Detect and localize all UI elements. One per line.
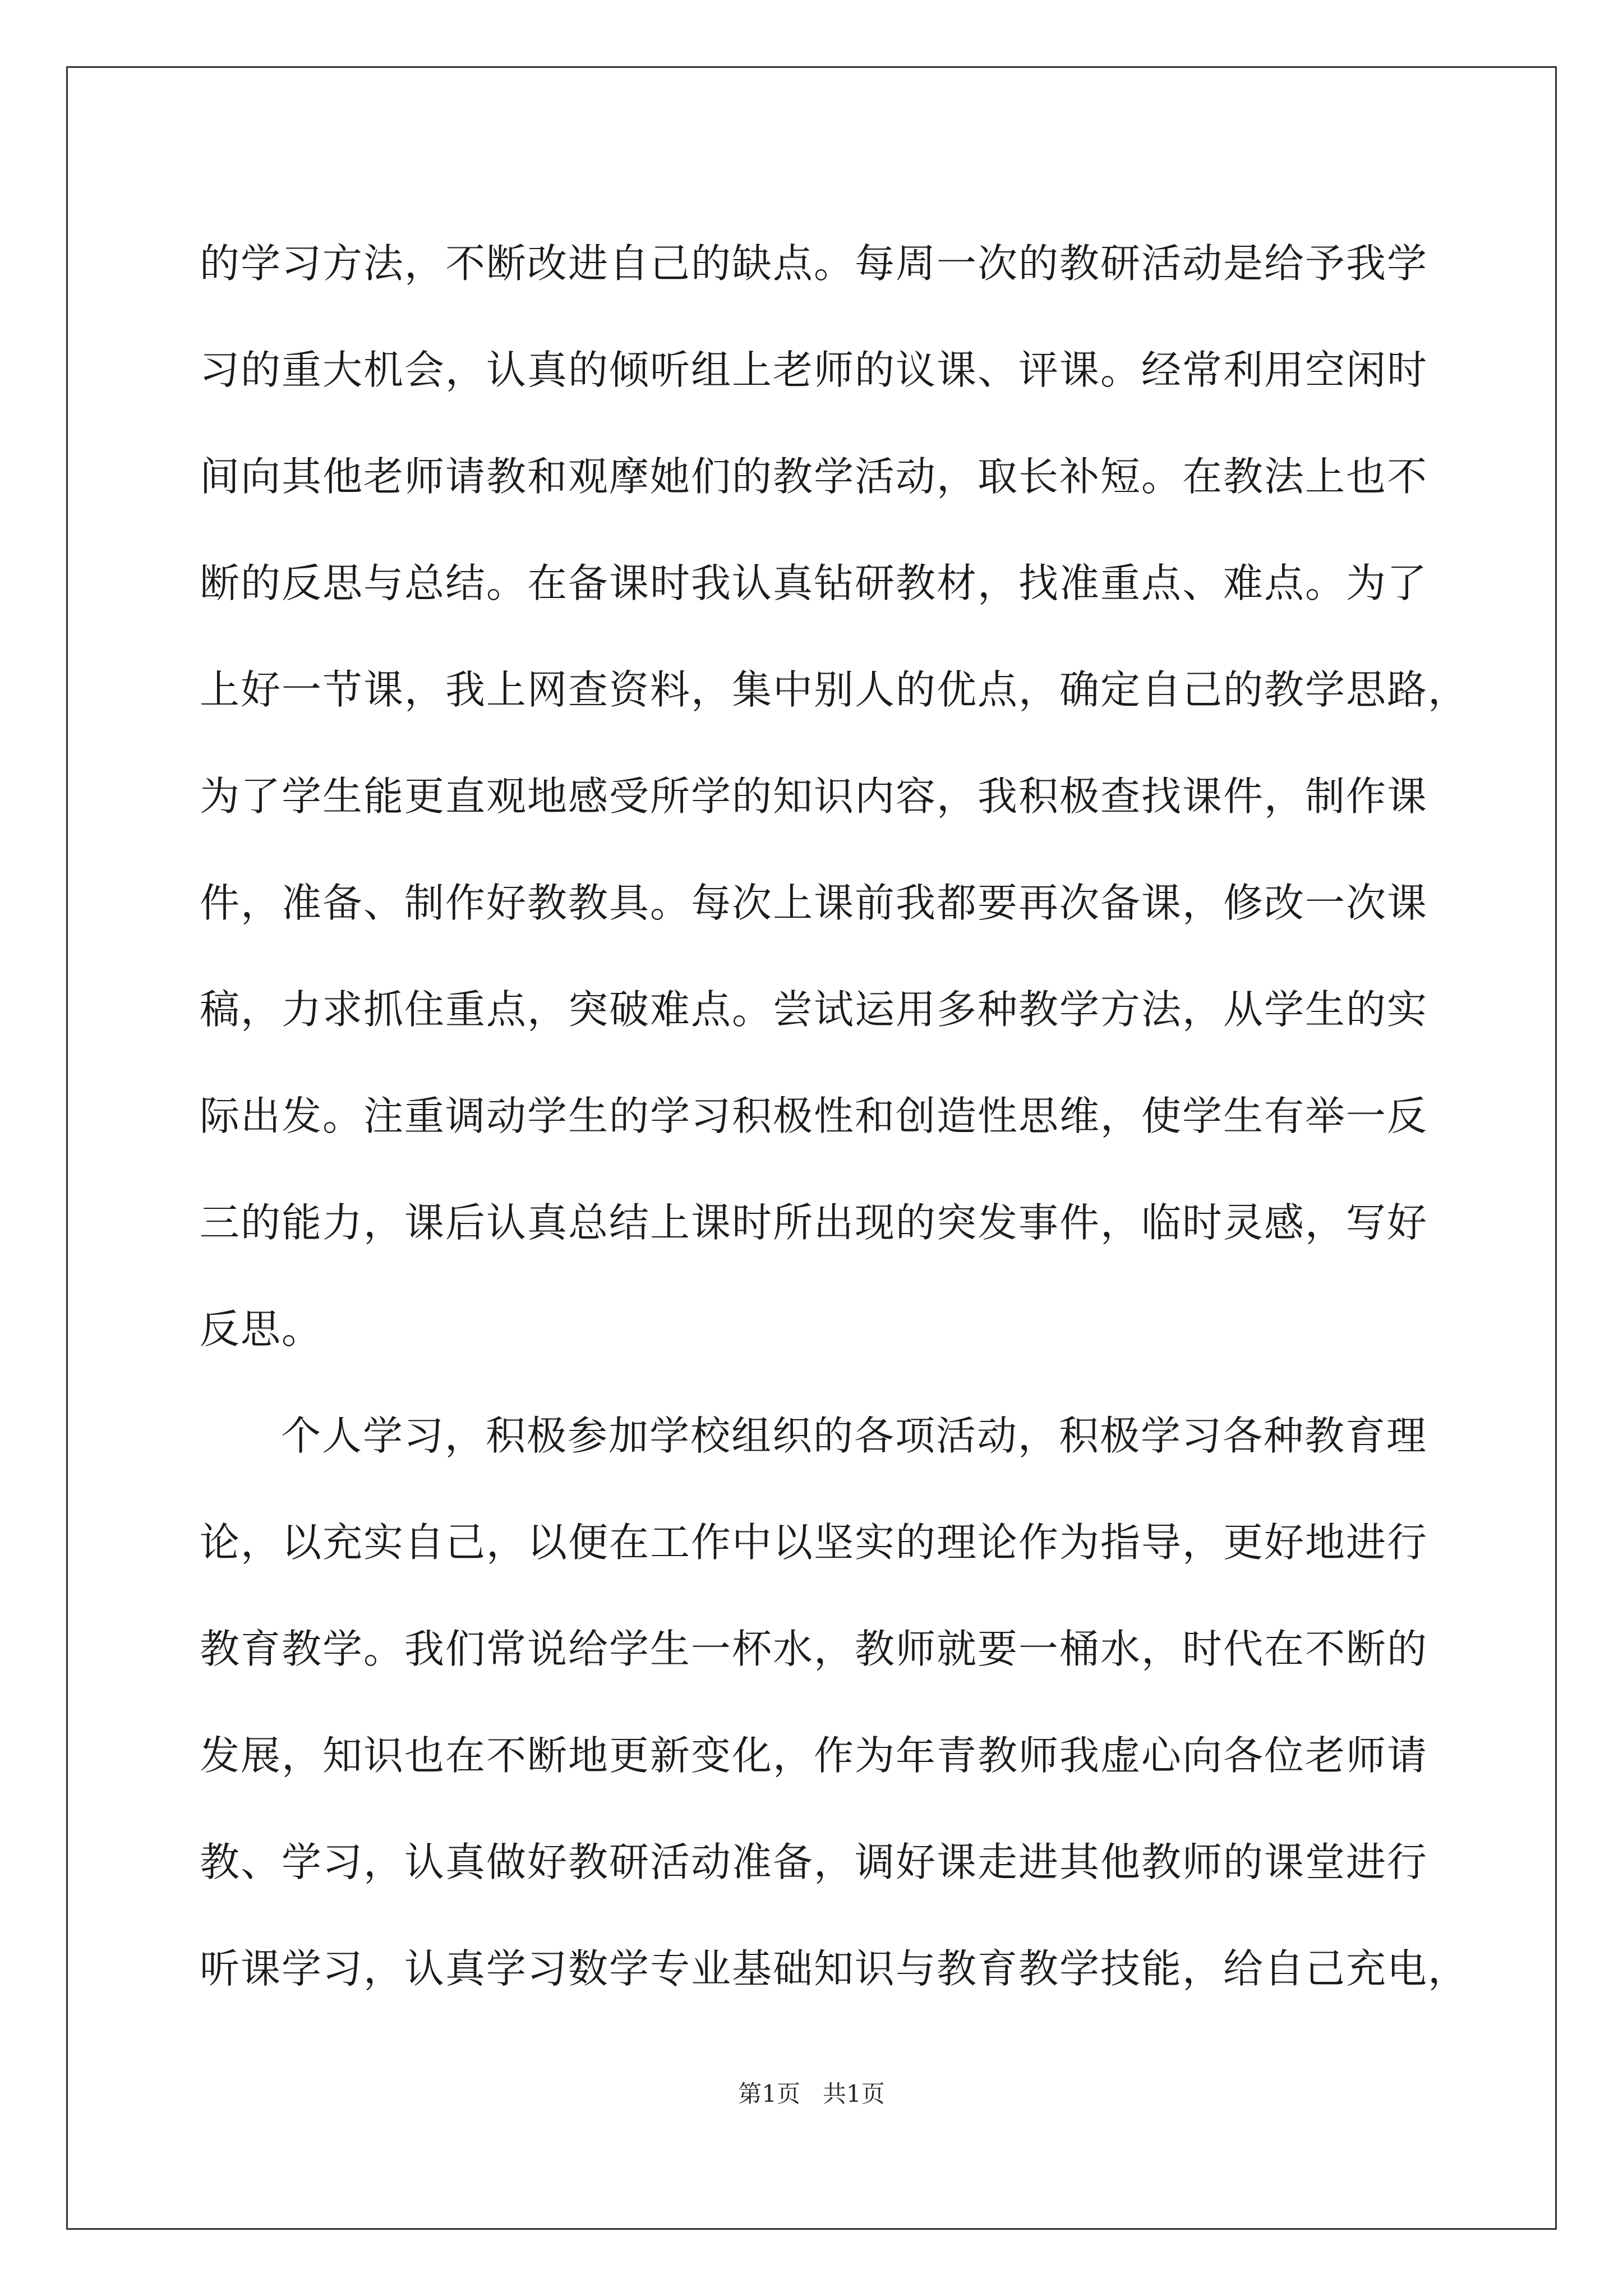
paragraph-start-line: 个人学习，积极参加学校组织的各项活动，积极学习各种教育理 (281, 1412, 1428, 1459)
text-line: 教育教学。我们常说给学生一杯水，教师就要一桶水，时代在不断的 (200, 1626, 1428, 1672)
page-number-footer: 第1页 共1页 (738, 2080, 885, 2108)
text-line: 听课学习，认真学习数学专业基础知识与教育教学技能，给自己充电， (200, 1945, 1469, 1992)
text-line: 断的反思与总结。在备课时我认真钻研教材，找准重点、难点。为了 (200, 560, 1428, 606)
text-line: 的学习方法，不断改进自己的缺点。每周一次的教研活动是给予我学 (200, 240, 1428, 287)
text-line: 三的能力，课后认真总结上课时所出现的突发事件，临时灵感，写好 (200, 1199, 1428, 1246)
document-body (200, 210, 1469, 2022)
text-line: 际出发。注重调动学生的学习积极性和创造性思维，使学生有举一反 (200, 1093, 1428, 1139)
text-line: 为了学生能更直观地感受所学的知识内容，我积极查找课件，制作课 (200, 773, 1428, 820)
text-line: 件，准备、制作好教教具。每次上课前我都要再次备课，修改一次课 (200, 880, 1428, 926)
text-line: 间向其他老师请教和观摩她们的教学活动，取长补短。在教法上也不 (200, 453, 1428, 500)
text-line: 稿，力求抓住重点，突破难点。尝试运用多种教学方法，从学生的实 (200, 986, 1428, 1033)
text-line: 教、学习，认真做好教研活动准备，调好课走进其他教师的课堂进行 (200, 1839, 1428, 1885)
text-line: 论，以充实自己，以便在工作中以坚实的理论作为指导，更好地进行 (200, 1519, 1428, 1566)
text-line: 上好一节课，我上网查资料，集中别人的优点，确定自己的教学思路， (200, 666, 1469, 713)
text-line: 习的重大机会，认真的倾听组上老师的议课、评课。经常利用空闲时 (200, 347, 1428, 393)
text-line: 反思。 (200, 1306, 323, 1352)
text-line: 发展，知识也在不断地更新变化，作为年青教师我虚心向各位老师请 (200, 1732, 1428, 1779)
